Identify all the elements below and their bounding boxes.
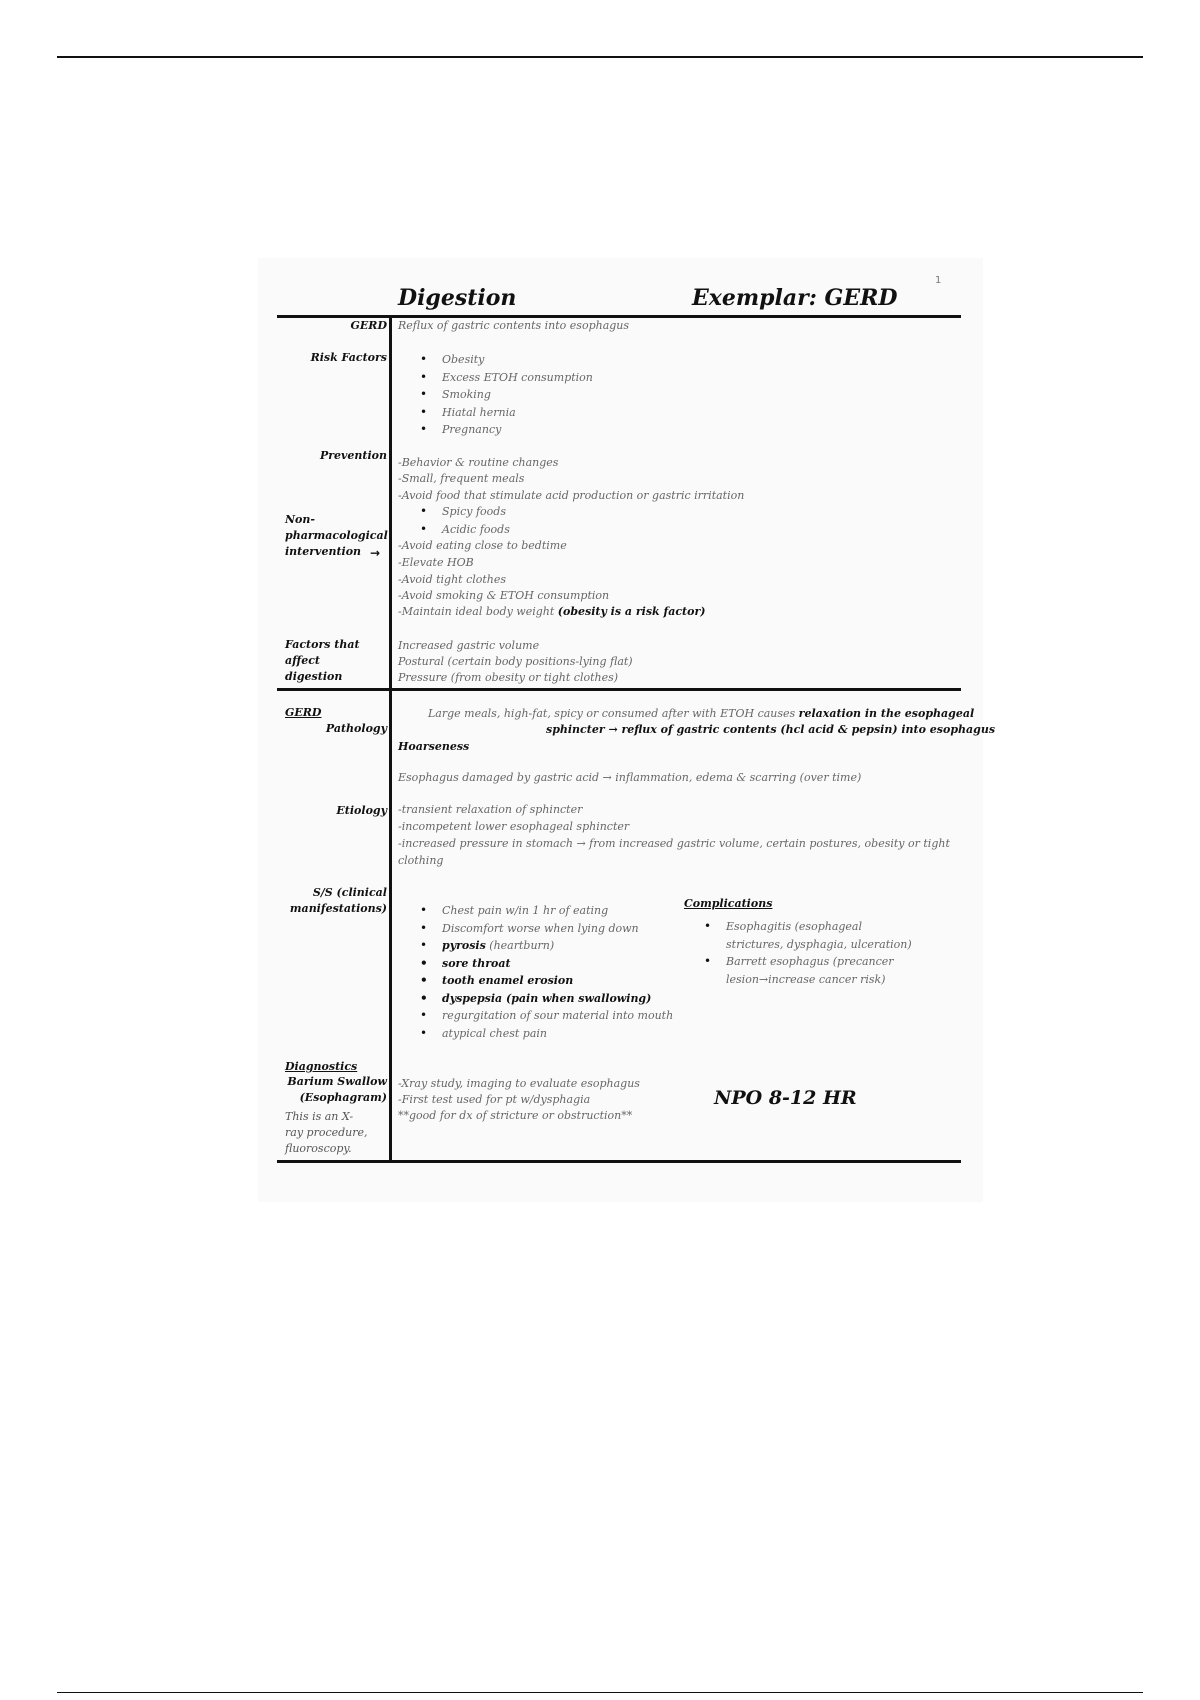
list-item: • Smoking (420, 386, 593, 404)
prevention-weight-note: (obesity is a risk factor) (557, 605, 706, 618)
etiology-line: -transient relaxation of sphincter (398, 803, 583, 816)
pathology-line-3: Esophagus damaged by gastric acid → inflammation, edema & scarring (over time) (398, 771, 862, 784)
page-top-rule (57, 56, 1143, 58)
etiology-line: -incompetent lower esophageal sphincter (398, 820, 630, 833)
prevention-line: -Behavior & routine changes (398, 456, 559, 469)
factor-line: Increased gastric volume (398, 639, 540, 652)
label-prevention: Prevention (319, 449, 387, 462)
complications-list (704, 918, 919, 988)
prevention-line: -Avoid eating close to bedtime (398, 539, 567, 552)
list-item: • Acidic foods (420, 521, 510, 539)
prevention-line: -Elevate HOB (398, 556, 474, 569)
list-item: • Spicy foods (420, 503, 510, 521)
symptom-suffix: (heartburn) (485, 939, 555, 952)
bottom-divider (277, 1160, 961, 1163)
section-divider (277, 688, 961, 691)
diagnostics-line: -First test used for pt w/dysphagia (398, 1093, 591, 1106)
header-title-right: Exemplar: GERD (692, 285, 898, 311)
label-etiology: Etiology (336, 804, 387, 817)
pathology-text: Large meals, high-fat, spicy or consumed after with ETOH causes (428, 707, 796, 720)
prevention-line: -Avoid food that stimulate acid production or gastric irritation (398, 489, 745, 502)
risk-factor-list (420, 351, 593, 439)
list-item: • regurgitation of sour material into mouth (420, 1007, 673, 1025)
factor-line: Pressure (from obesity or tight clothes) (398, 671, 619, 684)
pathology-line-1 (428, 705, 974, 722)
list-item: • Hiatal hernia (420, 404, 593, 422)
label-ss: S/S (clinical manifestations) (289, 886, 387, 915)
list-item: • Barrett esophagus (precancer lesion→increase cancer risk) (704, 953, 919, 988)
label-gerd: GERD (350, 319, 387, 332)
label-risk-factors: Risk Factors (310, 351, 387, 364)
prevention-line (398, 603, 705, 620)
symptom-list (420, 902, 673, 1042)
list-item: • Discomfort worse when lying down (420, 920, 673, 938)
list-item: • Chest pain w/in 1 hr of eating (420, 902, 673, 920)
label-xray-note: This is an X-ray procedure, fluoroscopy. (285, 1110, 368, 1155)
label-pathology: Pathology (325, 722, 387, 735)
list-item: • Excess ETOH consumption (420, 369, 593, 387)
prevention-line: -Avoid tight clothes (398, 573, 507, 586)
label-barium: Barium Swallow (Esophagram) (287, 1075, 387, 1104)
list-item: • Esophagitis (esophageal strictures, dysphagia, ulceration) (704, 918, 919, 953)
page-bottom-rule (57, 1692, 1143, 1693)
etiology-line: -increased pressure in stomach → from increased gastric volume, certain postures, obesity or tight (398, 837, 950, 850)
column-divider (389, 315, 392, 1163)
prevention-food-list (420, 503, 510, 538)
prevention-line: -Small, frequent meals (398, 472, 525, 485)
page-number: 1 (935, 275, 942, 286)
label-gerd-section: GERD (285, 706, 322, 719)
arrow-right-icon: → (370, 546, 381, 560)
npo-note: NPO 8-12 HR (714, 1087, 857, 1109)
prevention-line: -Avoid smoking & ETOH consumption (398, 589, 610, 602)
etiology-line: clothing (398, 854, 444, 867)
list-item: • atypical chest pain (420, 1025, 673, 1043)
pathology-bold-text: relaxation in the esophageal (798, 707, 975, 720)
list-item (420, 937, 673, 955)
prevention-weight-text: -Maintain ideal body weight (398, 605, 555, 618)
label-nonpharm: Non-pharmacological intervention (285, 513, 388, 558)
header-title-left: Digestion (398, 285, 517, 311)
list-item: • sore throat (420, 955, 673, 973)
label-diagnostics: Diagnostics (285, 1060, 358, 1073)
list-item: • Pregnancy (420, 421, 593, 439)
gerd-definition: Reflux of gastric contents into esophagus (398, 319, 630, 332)
diagnostics-line: **good for dx of stricture or obstruction** (398, 1109, 633, 1122)
list-item: • dyspepsia (pain when swallowing) (420, 990, 673, 1008)
diagnostics-line: -Xray study, imaging to evaluate esophagus (398, 1077, 640, 1090)
label-factors: Factors that affect digestion (285, 638, 360, 683)
pathology-line-2: sphincter → reflux of gastric contents (hcl acid & pepsin) into esophagus (546, 723, 996, 736)
hoarseness-text: Hoarseness (398, 740, 470, 753)
complications-heading: Complications (684, 897, 773, 910)
factor-line: Postural (certain body positions-lying flat) (398, 655, 633, 668)
symptom-bold: pyrosis (442, 939, 486, 952)
list-item: • Obesity (420, 351, 593, 369)
list-item: • tooth enamel erosion (420, 972, 673, 990)
